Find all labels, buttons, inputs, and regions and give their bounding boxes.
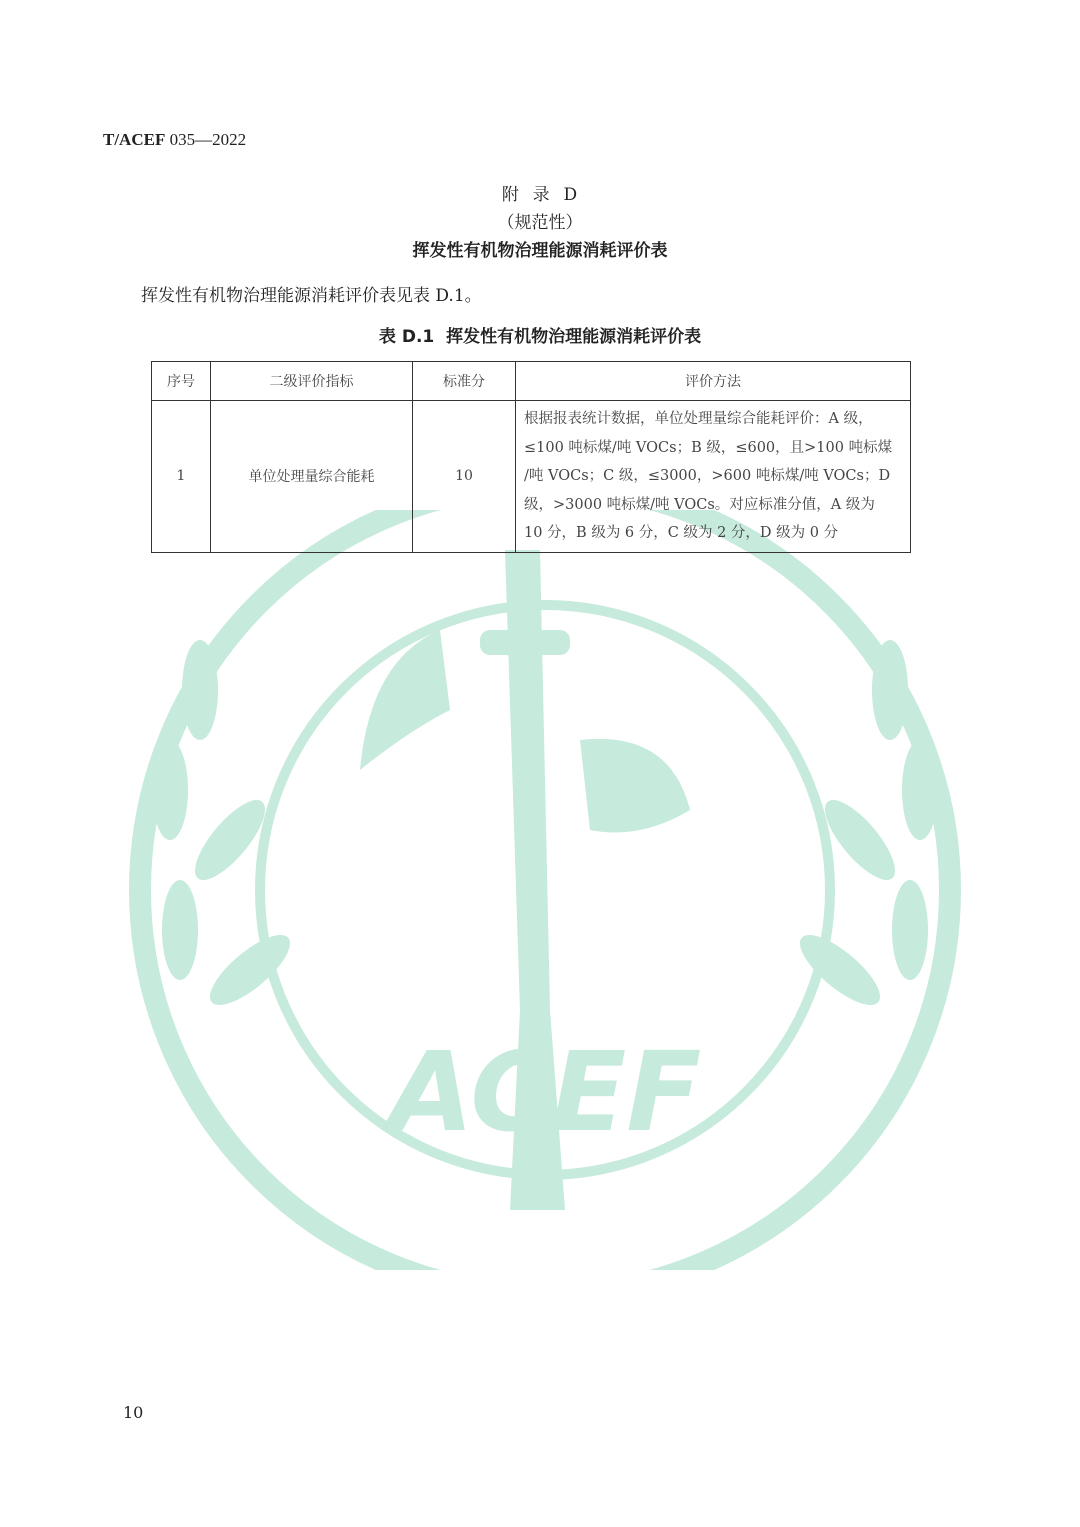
watermark-text: ACEF — [388, 1028, 702, 1156]
appendix-title: 附 录 D — [501, 185, 579, 205]
header-method: 评价方法 — [516, 362, 911, 401]
page-number: 10 — [123, 1403, 144, 1422]
acef-watermark-logo — [110, 510, 980, 1270]
table-header-row — [152, 362, 911, 401]
evaluation-table — [151, 361, 911, 553]
method-line: 10 分，B 级为 6 分，C 级为 2 分，D 级为 0 分 — [524, 525, 839, 541]
intro-paragraph: 挥发性有机物治理能源消耗评价表见表 D.1。 — [141, 286, 482, 306]
cell-score: 10 — [413, 401, 516, 553]
method-line: /吨 VOCs；C 级，≤3000，>600 吨标煤/吨 VOCs；D — [524, 468, 891, 484]
document-code: T/ACEF 035—2022 — [103, 130, 247, 149]
header-score: 标准分 — [413, 362, 516, 401]
appendix-name: 挥发性有机物治理能源消耗评价表 — [412, 241, 668, 261]
method-line: ≤100 吨标煤/吨 VOCs；B 级，≤600，且>100 吨标煤 — [524, 439, 893, 456]
method-line: 根据报表统计数据，单位处理量综合能耗评价：A 级， — [524, 411, 873, 427]
method-line: 级，>3000 吨标煤/吨 VOCs。对应标准分值，A 级为 — [524, 496, 875, 513]
table-row — [152, 401, 911, 553]
table-caption: 表 D.1 挥发性有机物治理能源消耗评价表 — [378, 327, 702, 347]
header-no: 序号 — [152, 362, 211, 401]
cell-method — [516, 401, 911, 553]
header-indicator: 二级评价指标 — [211, 362, 413, 401]
cell-no: 1 — [152, 401, 211, 553]
appendix-type: （规范性） — [497, 213, 583, 233]
cell-indicator: 单位处理量综合能耗 — [211, 401, 413, 553]
